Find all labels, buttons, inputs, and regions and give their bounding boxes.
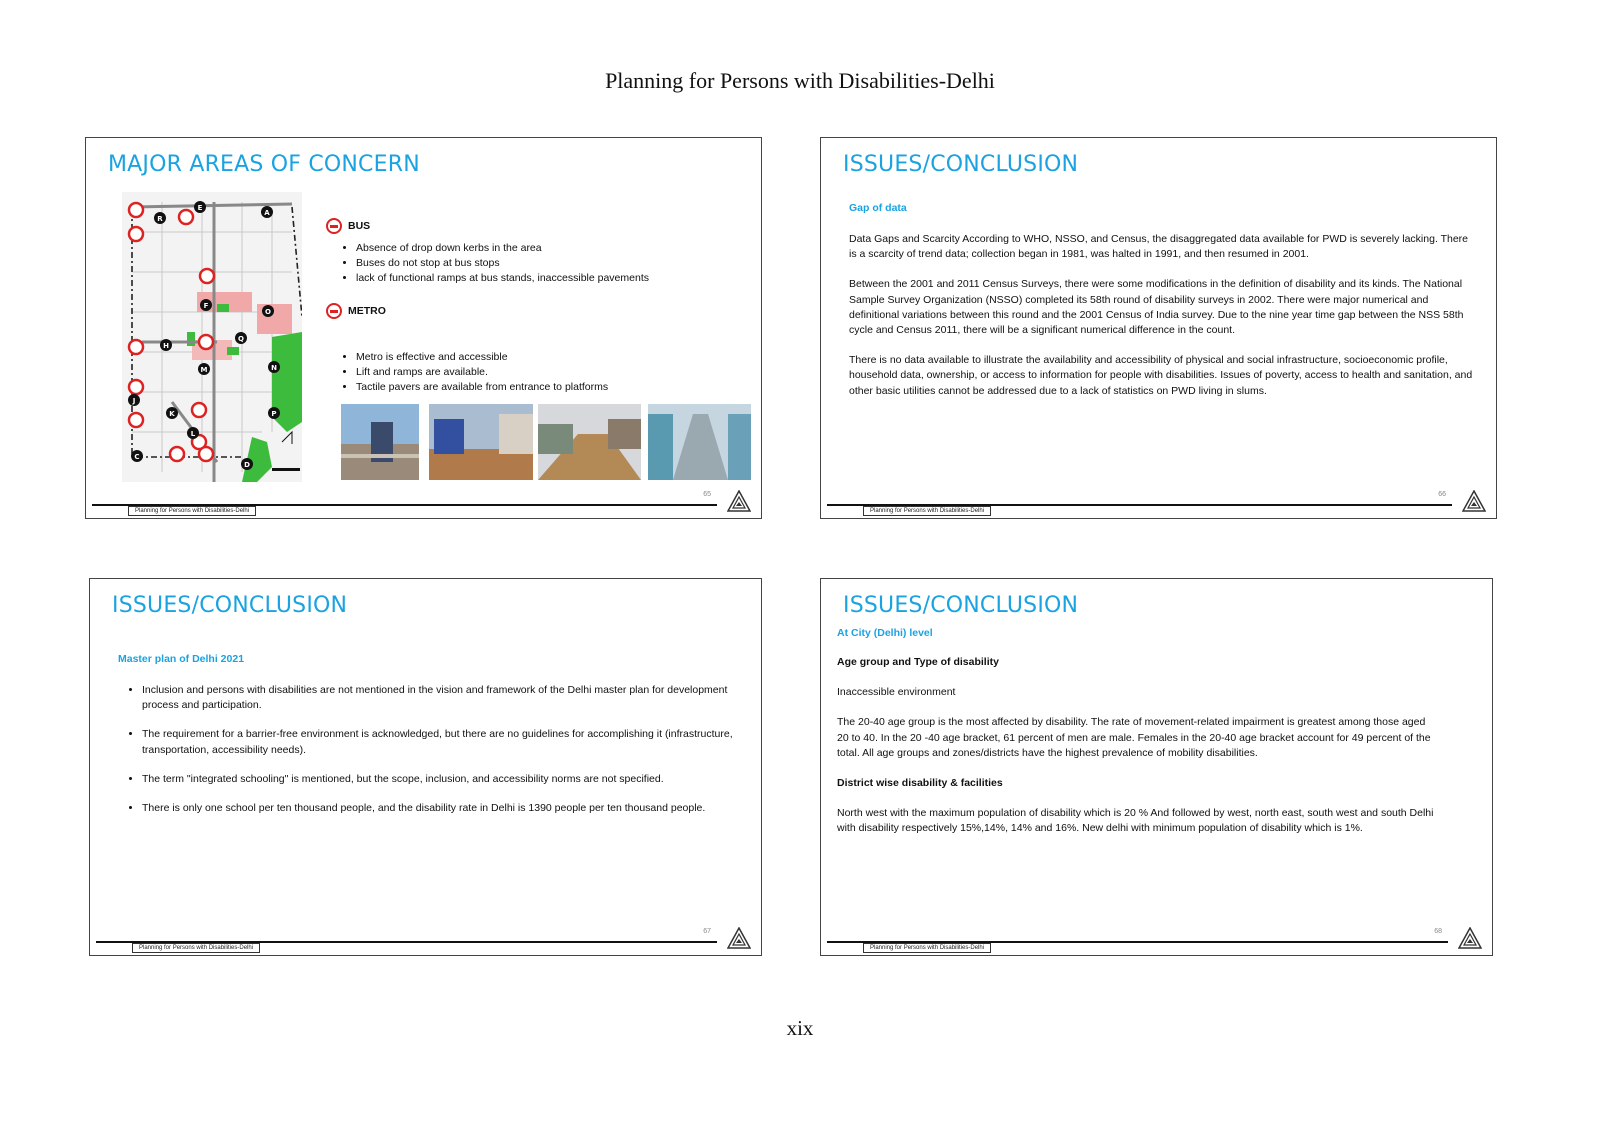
svg-text:H: H bbox=[163, 342, 169, 350]
metro-issue-list bbox=[342, 350, 608, 396]
bus-stop-icon bbox=[326, 218, 342, 234]
footer-label: Planning for Persons with Disabilities-Delhi bbox=[863, 943, 991, 953]
metro-station-photo bbox=[341, 404, 419, 480]
paragraph: North west with the maximum population of disability which is 20 % And followed by west, north east, south west and south Delhi with disability respectively 15%,14%, 14% and 16%. New delhi with minimum population of disability which is 1%. bbox=[837, 807, 1434, 835]
subheading: District wise disability & facilities bbox=[837, 777, 1003, 790]
section-body bbox=[837, 655, 1437, 852]
paragraph: The 20-40 age group is the most affected by disability. The rate of movement-related impairment is greatest among those aged 20 to 40. In the 20 -40 age bracket, 61 percent of men are male. Females in the 20-40 age bracket account for 49 percent of the total. All age groups and zones/districts have the highest prevalence of mobility disabilities. bbox=[837, 716, 1431, 759]
svg-text:R: R bbox=[157, 215, 163, 223]
svg-text:Q: Q bbox=[238, 335, 244, 343]
list-item: • The term "integrated schooling" is mentioned, but the scope, inclusion, and accessibility norms are not specified. bbox=[142, 772, 752, 787]
svg-text:J: J bbox=[132, 397, 136, 405]
list-item: • Metro is effective and accessible bbox=[356, 350, 608, 365]
list-item: • Absence of drop down kerbs in the area bbox=[356, 241, 649, 256]
footer-label: Planning for Persons with Disabilities-Delhi bbox=[128, 506, 256, 516]
bus-heading: BUS bbox=[326, 218, 370, 234]
section-body bbox=[849, 232, 1474, 414]
slide-title: ISSUES/CONCLUSION bbox=[112, 593, 348, 618]
slide-title: ISSUES/CONCLUSION bbox=[843, 152, 1079, 177]
area-map bbox=[122, 192, 302, 482]
slide-number: 68 bbox=[1434, 928, 1442, 935]
slide-number: 65 bbox=[703, 491, 711, 498]
slide-gap-of-data bbox=[820, 137, 1497, 519]
slide-master-plan bbox=[89, 578, 762, 956]
svg-text:D: D bbox=[244, 461, 250, 469]
section-heading: At City (Delhi) level bbox=[837, 627, 933, 639]
svg-text:E: E bbox=[197, 204, 203, 212]
pavement-photo bbox=[538, 404, 641, 480]
logo-icon bbox=[1462, 490, 1486, 512]
svg-text:L: L bbox=[190, 430, 196, 438]
svg-text:F: F bbox=[203, 302, 209, 310]
metro-stairs-photo bbox=[648, 404, 751, 480]
list-item: • Tactile pavers are available from entrance to platforms bbox=[356, 380, 608, 395]
svg-text:O: O bbox=[265, 308, 271, 316]
svg-text:C: C bbox=[134, 453, 140, 461]
slide-city-level bbox=[820, 578, 1493, 956]
bus-issue-list bbox=[342, 241, 649, 287]
subheading: Age group and Type of disability bbox=[837, 656, 999, 668]
slide-number: 67 bbox=[703, 928, 711, 935]
logo-icon bbox=[1458, 927, 1482, 949]
list-item: • Inclusion and persons with disabilities are not mentioned in the vision and framework of the Delhi master plan for development process and participation. bbox=[142, 683, 752, 713]
list-item: • Lift and ramps are available. bbox=[356, 365, 608, 380]
metro-heading: METRO bbox=[326, 303, 386, 319]
logo-icon bbox=[727, 927, 751, 949]
svg-text:A: A bbox=[264, 209, 270, 217]
street-photo bbox=[429, 404, 533, 480]
master-plan-issue-list bbox=[120, 683, 752, 830]
section-heading: Gap of data bbox=[849, 202, 907, 214]
svg-text:M: M bbox=[200, 366, 208, 374]
paragraph: Inaccessible environment bbox=[837, 686, 956, 699]
slide-title: ISSUES/CONCLUSION bbox=[843, 593, 1079, 618]
paragraph: There is no data available to illustrate the availability and accessibility of physical and social infrastructure, socioeconomic profile, household data, ownership, or access to information for people with disabilities. Issues of poverty, access to health and sanitation, and other basic utilities cannot be addressed due to a lack of statistics on PWD living in slums. bbox=[849, 354, 1473, 397]
page-number: xix bbox=[786, 1016, 814, 1040]
list-item: • Buses do not stop at bus stops bbox=[356, 256, 649, 271]
slide-major-areas bbox=[85, 137, 762, 519]
section-heading: Master plan of Delhi 2021 bbox=[118, 653, 245, 665]
slide-number: 66 bbox=[1438, 491, 1446, 498]
page-header: Planning for Persons with Disabilities-Delhi bbox=[605, 68, 995, 93]
list-item: • lack of functional ramps at bus stands, inaccessible pavements bbox=[356, 271, 649, 286]
paragraph: Data Gaps and Scarcity According to WHO, NSSO, and Census, the disaggregated data available for PWD is severely lacking. There is a scarcity of trend data; collection began in 1981, was halted in 1991, and then resumed in 2001. bbox=[849, 233, 1469, 261]
list-item: • The requirement for a barrier-free environment is acknowledged, but there are no guidelines for accomplishing it (infrastructure, transportation, accessibility needs). bbox=[142, 727, 752, 757]
svg-text:N: N bbox=[271, 364, 277, 372]
svg-text:K: K bbox=[169, 410, 175, 418]
slide-title: MAJOR AREAS OF CONCERN bbox=[108, 152, 420, 177]
footer-label: Planning for Persons with Disabilities-Delhi bbox=[863, 506, 991, 516]
logo-icon bbox=[727, 490, 751, 512]
metro-logo-icon bbox=[326, 303, 342, 319]
list-item: • There is only one school per ten thousand people, and the disability rate in Delhi is 1390 people per ten thousand people. bbox=[142, 801, 752, 816]
footer-label: Planning for Persons with Disabilities-Delhi bbox=[132, 943, 260, 953]
svg-text:P: P bbox=[271, 410, 277, 418]
paragraph: Between the 2001 and 2011 Census Surveys, there were some modifications in the definition of disability and its kinds. The National Sample Survey Organization (NSSO) completed its 58th round of disability surveys in 2002. There were major numerical and definitional variations between this round and the 2001 Census of India survey. Due to the nine year time gap between the NSS 58th cycle and Census 2011, there will be a significant numerical difference in the count. bbox=[849, 278, 1464, 337]
